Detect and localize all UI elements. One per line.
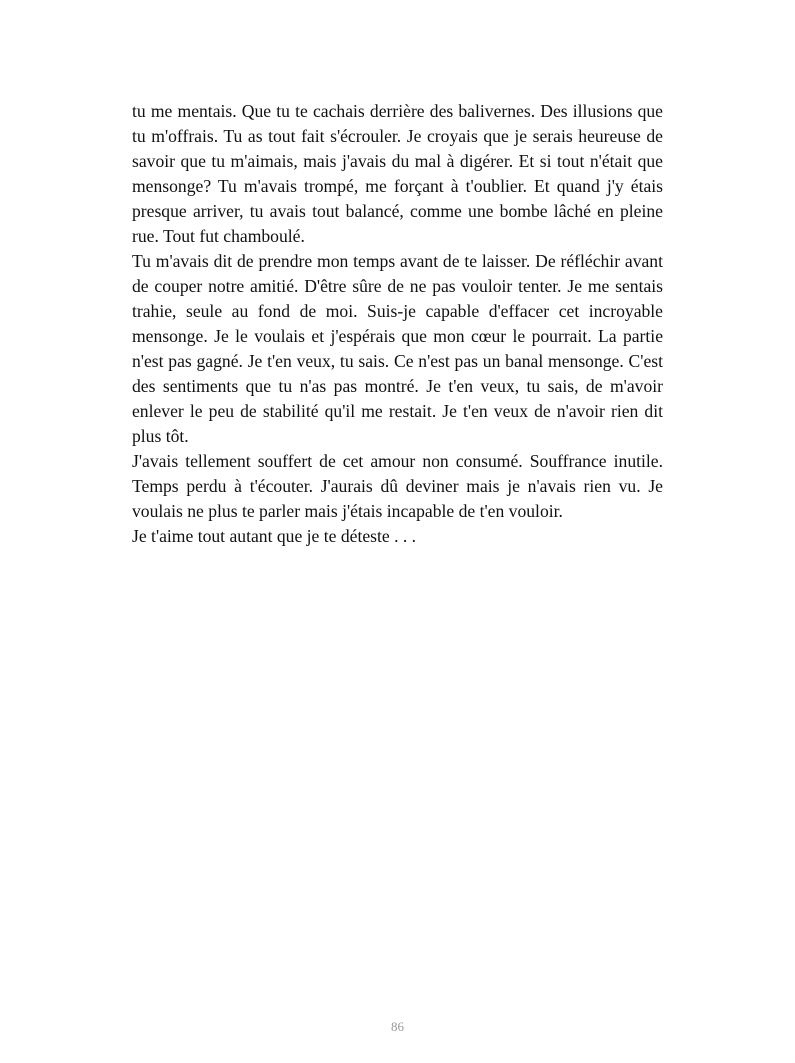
paragraph-3: J'avais tellement souffert de cet amour non consumé. Souffrance inutile. Temps perdu à t'écouter. J'aurais dû deviner mais je n'avais rien vu. Je voulais ne plus te parler mais j'étais incapable de t'en vouloir.: [132, 451, 663, 521]
paragraph-2: Tu m'avais dit de prendre mon temps avant de te laisser. De réfléchir avant de couper notre amitié. D'être sûre de ne pas vouloir tenter. Je me sentais trahie, seule au fond de moi. Suis-je capable d'effacer cet incroyable mensonge. Je le voulais et j'espérais que mon cœur le pourrait. La partie n'est pas gagné. Je t'en veux, tu sais. Ce n'est pas un banal mensonge. C'est des sentiments que tu n'as pas montré. Je t'en veux, tu sais, de m'avoir enlever le peu de stabilité qu'il me restait. Je t'en veux de n'avoir rien dit plus tôt.: [132, 251, 663, 446]
paragraph-4: Je t'aime tout autant que je te déteste . . .: [132, 526, 417, 546]
body-text: [132, 99, 663, 549]
page-number: 86: [391, 1019, 404, 1034]
paragraph-1: tu me mentais. Que tu te cachais derrière des balivernes. Des illusions que tu m'offrais. Tu as tout fait s'écrouler. Je croyais que je serais heureuse de savoir que tu m'aimais, mais j'avais du mal à digérer. Et si tout n'était que mensonge? Tu m'avais trompé, me forçant à t'oublier. Et quand j'y étais presque arriver, tu avais tout balancé, comme une bombe lâché en pleine rue. Tout fut chamboulé.: [132, 101, 663, 246]
